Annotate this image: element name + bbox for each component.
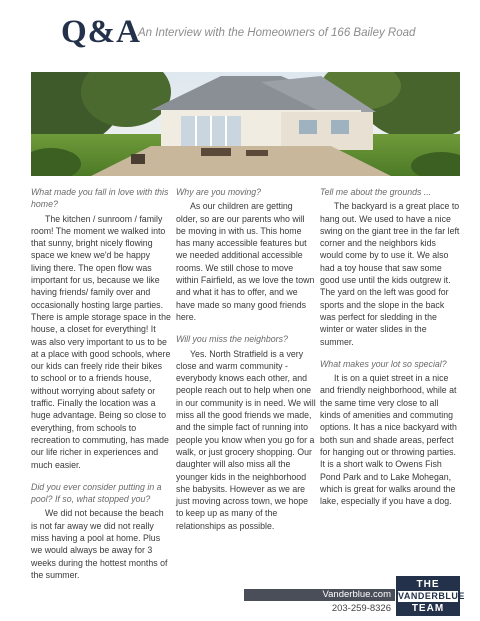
answer-3: As our children are getting older, so are our parents who will be moving in with us. This home has many accessible features but we needed additional accessible rooms. We still chose to move within Fairfield, as we love the town and what it has to offer, and we have made so many good friends here. xyxy=(176,201,315,322)
phone-number: 203-259-8326 xyxy=(331,603,391,614)
question-2: Did you ever consider putting in a pool? If so, what stopped you? xyxy=(31,481,162,505)
answer-1: The kitchen / sunroom / family room! The moment we walked into that sunny, bright nicely flowing space we knew we'd be happy living there. The open flow was important for us, because we like having friends/ family over and occasionally hosting large parties. There is ample storage space in the house, a closet for everything! It was also very important to us to be at a place with good schools, where our kids can freely ride their bikes to school or to a friends house, without worrying about safety or traffic. Finally the location was a huge advantage. Being so close to everything, from schools to recreation to commuting, has made our life richer in experiences and much easier. xyxy=(31,213,171,470)
website-link[interactable]: Vanderblue.com xyxy=(322,589,391,600)
page-title: Q&A xyxy=(61,14,141,50)
column-3 xyxy=(320,186,460,507)
answer-5: The backyard is a great place to hang out. We used to have a nice swing on the giant tree in the far left corner and the neighbors kids would come by to use it. We also had a toy house that saw some good use until the kids outgrew it. The yard on the left was good for sports and the slope in the back was perfect for sledding in the winter or water slides in the summer. xyxy=(320,201,460,347)
logo-line-team: TEAM xyxy=(411,603,445,614)
answer-6: It is on a quiet street in a nice and friendly neighborhood, while at the same time very close to all kinds of amenities and commuting options. It has a nice backyard with both sun and shade areas, perfect for hanging out or throwing parties. It is a short walk to Owens Fish Pond Park and to Lake Mohegan, which is great for walks around the lake, especially if you have a dog. xyxy=(320,373,457,507)
question-6: What makes your lot so special? xyxy=(320,358,447,369)
answer-2: We did not because the beach is not far away we did not really miss having a pool at home. Plus we would always be away for 3 weeks during the hottest months of the summer. xyxy=(31,508,168,580)
vanderblue-team-logo xyxy=(396,576,465,616)
column-1 xyxy=(31,186,171,581)
answer-4: Yes. North Stratfield is a very close and warm community - everybody knows each other, and people reach out to help when one in our community is in need. We will miss all the good friends we made, and the simple fact of running into people you know when you go for a walk, or just grocery shopping. Our daughter will also miss all the younger kids in the neighborhood she babysits. However as we are just moving across town, we hope to keep up as many of the relationships as possible. xyxy=(176,348,316,531)
question-4: Will you miss the neighbors? xyxy=(176,334,288,345)
question-1: What made you fall in love with this home? xyxy=(31,187,169,210)
page-header xyxy=(31,14,461,50)
house-photo xyxy=(31,72,460,176)
page-subtitle: An Interview with the Homeowners of 166 Bailey Road xyxy=(138,27,416,39)
logo-line-the: THE xyxy=(416,579,440,590)
column-2 xyxy=(176,186,316,532)
question-3: Why are you moving? xyxy=(176,187,262,197)
logo-line-vanderblue: VANDERBLUE xyxy=(398,591,465,601)
question-5: Tell me about the grounds ... xyxy=(320,187,432,197)
